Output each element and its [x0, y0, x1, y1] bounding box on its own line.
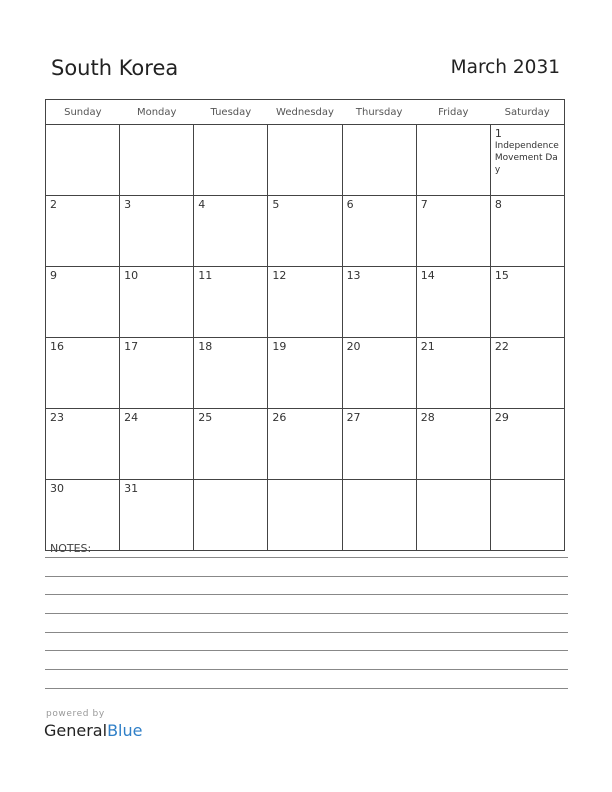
country-title: South Korea: [51, 56, 179, 80]
day-number: 23: [50, 411, 64, 424]
powered-by-text: powered by: [46, 709, 105, 719]
day-cell: [120, 409, 194, 480]
weekday-tuesday: Tuesday: [194, 100, 268, 125]
day-number: 21: [420, 340, 435, 353]
notes-line: [45, 688, 568, 689]
day-cell: [194, 338, 268, 409]
day-number: 29: [494, 411, 509, 424]
day-cell: [46, 409, 120, 480]
week-row: [46, 409, 565, 480]
day-number: 17: [124, 340, 139, 353]
notes-line: [45, 594, 568, 595]
day-cell: [342, 267, 416, 338]
day-number: 5: [272, 198, 280, 211]
day-cell: [416, 480, 490, 551]
notes-line: [45, 576, 568, 577]
day-cell: [490, 125, 564, 196]
holiday-label: Independence Movement Day: [494, 141, 559, 175]
notes-line: [45, 613, 568, 614]
day-cell: [342, 338, 416, 409]
week-row: [46, 480, 565, 551]
day-cell: [490, 267, 564, 338]
day-cell: [268, 196, 342, 267]
day-cell: [46, 267, 120, 338]
day-cell: [194, 196, 268, 267]
day-number: 3: [124, 198, 132, 211]
day-number: 2: [50, 198, 57, 211]
day-number: 15: [494, 269, 509, 282]
day-cell: [416, 338, 490, 409]
day-cell: [416, 409, 490, 480]
week-row: [46, 267, 565, 338]
day-cell: [416, 196, 490, 267]
day-cell: [490, 409, 564, 480]
day-number: 12: [272, 269, 287, 282]
notes-label: NOTES:: [50, 542, 92, 555]
day-cell: [194, 267, 268, 338]
day-cell: [46, 480, 120, 551]
weekday-saturday: Saturday: [490, 100, 564, 125]
day-number: 18: [198, 340, 213, 353]
day-number: 11: [198, 269, 213, 282]
day-cell: [46, 196, 120, 267]
day-cell: [416, 267, 490, 338]
generalblue-logo: [44, 721, 142, 740]
week-row: [46, 125, 565, 196]
notes-line: [45, 650, 568, 651]
brand-blue: Blue: [107, 721, 143, 740]
day-cell: [120, 267, 194, 338]
day-number: 6: [346, 198, 354, 211]
day-cell: [120, 480, 194, 551]
day-cell: [120, 196, 194, 267]
day-cell: [46, 338, 120, 409]
day-number: 9: [50, 269, 57, 282]
day-cell: [342, 125, 416, 196]
day-cell: [194, 480, 268, 551]
day-cell: [268, 338, 342, 409]
day-number: 26: [272, 411, 287, 424]
weekday-wednesday: Wednesday: [268, 100, 342, 125]
month-year-title: March 2031: [450, 57, 560, 78]
day-cell: [268, 480, 342, 551]
weekday-monday: Monday: [120, 100, 194, 125]
day-number: 30: [50, 482, 64, 495]
day-number: 27: [346, 411, 361, 424]
week-row: [46, 196, 565, 267]
day-number: 22: [494, 340, 509, 353]
day-number: 4: [198, 198, 206, 211]
day-cell: [490, 196, 564, 267]
day-cell: [194, 125, 268, 196]
brand-general: General: [44, 721, 108, 740]
notes-line: [45, 632, 568, 633]
day-number: 19: [272, 340, 287, 353]
day-cell: [342, 196, 416, 267]
day-number: 13: [346, 269, 361, 282]
weekday-thursday: Thursday: [342, 100, 416, 125]
day-cell: [490, 480, 564, 551]
day-number: 16: [50, 340, 64, 353]
day-number: 28: [420, 411, 435, 424]
day-number: 8: [494, 198, 502, 211]
calendar-grid: [45, 99, 565, 551]
weekday-friday: Friday: [416, 100, 490, 125]
day-number: 7: [420, 198, 428, 211]
day-cell: [268, 125, 342, 196]
day-number: 1: [494, 127, 502, 140]
day-cell: [194, 409, 268, 480]
day-cell: [46, 125, 120, 196]
weekday-sunday: Sunday: [46, 100, 120, 125]
day-cell: [342, 409, 416, 480]
day-cell: [120, 125, 194, 196]
day-number: 31: [124, 482, 139, 495]
day-cell: [490, 338, 564, 409]
weekday-header-row: [46, 100, 565, 125]
day-number: 20: [346, 340, 361, 353]
notes-line: [45, 669, 568, 670]
day-cell: [416, 125, 490, 196]
day-cell: [342, 480, 416, 551]
notes-line: [45, 557, 568, 558]
day-number: 14: [420, 269, 435, 282]
week-row: [46, 338, 565, 409]
day-number: 25: [198, 411, 213, 424]
day-number: 10: [124, 269, 139, 282]
day-cell: [268, 409, 342, 480]
day-cell: [120, 338, 194, 409]
day-cell: [268, 267, 342, 338]
day-number: 24: [124, 411, 139, 424]
